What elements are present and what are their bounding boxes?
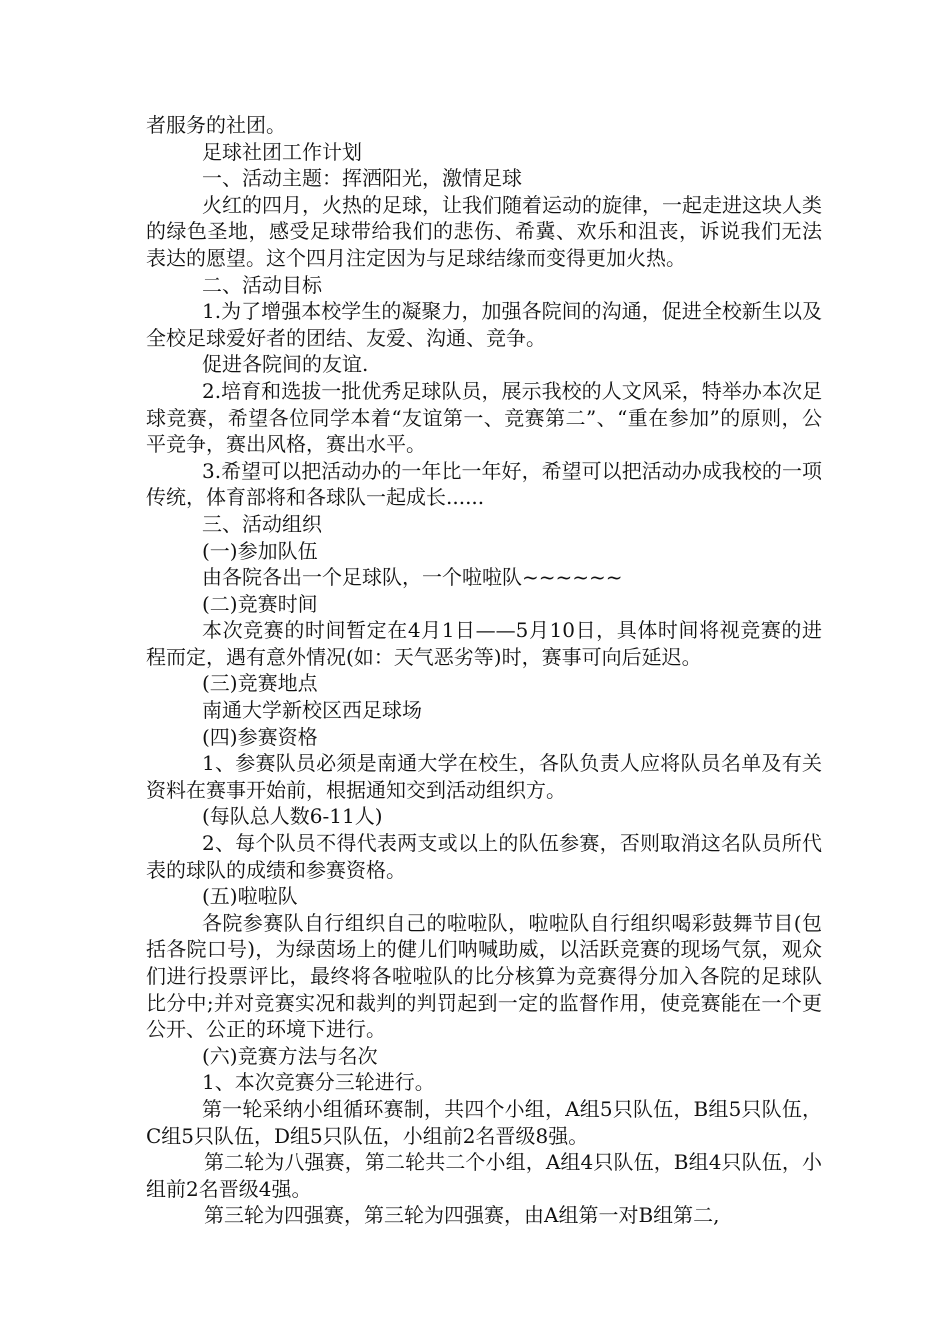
paragraph-location: 南通大学新校区西足球场	[202, 698, 422, 723]
document-page	[146, 112, 822, 1229]
paragraph-time: 本次竞赛的时间暂定在4月1日——5月10日，具体时间将视竞赛的进程而定，遇有意外情况(如：天气恶劣等)时，赛事可向后延迟。	[146, 618, 822, 669]
subheading-format: (六)竞赛方法与名次	[202, 1043, 378, 1068]
paragraph-intro: 火红的四月，火热的足球，让我们随着运动的旋律，一起走进这块人类的绿色圣地，感受足球带给我们的悲伤、希冀、欢乐和沮丧，诉说我们无法表达的愿望。这个四月注定因为与足球结缘而变得更加火热。	[146, 192, 822, 270]
paragraph-round-2: 第二轮为八强赛，第二轮共二个小组，A组4只队伍，B组4只队伍，小组前2名晋级4强。	[146, 1150, 822, 1201]
document-title: 足球社团工作计划	[202, 139, 362, 164]
section-heading-theme: 一、活动主题：挥洒阳光，激情足球	[202, 166, 522, 191]
paragraph-goal-3: 3.希望可以把活动办的一年比一年好，希望可以把活动办成我校的一项传统，体育部将和各球队一起成长......	[146, 458, 822, 510]
section-heading-goals: 二、活动目标	[202, 272, 322, 297]
paragraph-cheerleaders: 各院参赛队自行组织自己的啦啦队，啦啦队自行组织喝彩鼓舞节目(包括各院口号)，为绿茵场上的健儿们呐喊助威，以活跃竞赛的现场气氛，观众们进行投票评比，最终将各啦啦队的比分核算为竞赛得分加入各院的足球队比分中;并对竞赛实况和裁判的判罚起到一定的监督作用，使竞赛能在一个更公开、公正的环境下进行。	[146, 910, 822, 1042]
paragraph-goal-1b: 促进各院间的友谊.	[202, 352, 369, 377]
section-heading-organization: 三、活动组织	[202, 511, 322, 536]
paragraph-goal-1: 1.为了增强本校学生的凝聚力，加强各院间的沟通，促进全校新生以及全校足球爱好者的团结、友爱、沟通、竞争。	[146, 299, 822, 350]
paragraph-round-3: 第三轮为四强赛，第三轮为四强赛，由A组第一对B组第二,	[204, 1203, 720, 1228]
subheading-eligibility: (四)参赛资格	[202, 724, 318, 749]
subheading-teams: (一)参加队伍	[202, 538, 318, 563]
paragraph-eligibility-1: 1、参赛队员必须是南通大学在校生，各队负责人应将队员名单及有关资料在赛事开始前，根据通知交到活动组织方。	[146, 751, 822, 802]
paragraph-eligibility-2: 2、每个队员不得代表两支或以上的队伍参赛，否则取消这名队员所代表的球队的成绩和参赛资格。	[146, 831, 822, 882]
paragraph-round-1: 第一轮采纳小组循环赛制，共四个小组，A组5只队伍，B组5只队伍，C组5只队伍，D组5只队伍，小组前2名晋级8强。	[146, 1096, 822, 1148]
paragraph-format-1: 1、本次竞赛分三轮进行。	[202, 1070, 435, 1095]
subheading-time: (二)竞赛时间	[202, 591, 318, 616]
subheading-location: (三)竞赛地点	[202, 671, 318, 696]
subheading-cheerleaders: (五)啦啦队	[202, 884, 298, 909]
paragraph-goal-2: 2.培育和选拔一批优秀足球队员，展示我校的人文风采，特举办本次足球竞赛，希望各位同学本着“友谊第一、竞赛第二”、“重在参加”的原则，公平竞争，赛出风格，赛出水平。	[146, 378, 822, 457]
paragraph-teams: 由各院各出一个足球队，一个啦啦队~~~~~~	[202, 565, 623, 590]
paragraph-continuation: 者服务的社团。	[146, 113, 286, 137]
paragraph-team-size: (每队总人数6-11人)	[202, 804, 383, 829]
